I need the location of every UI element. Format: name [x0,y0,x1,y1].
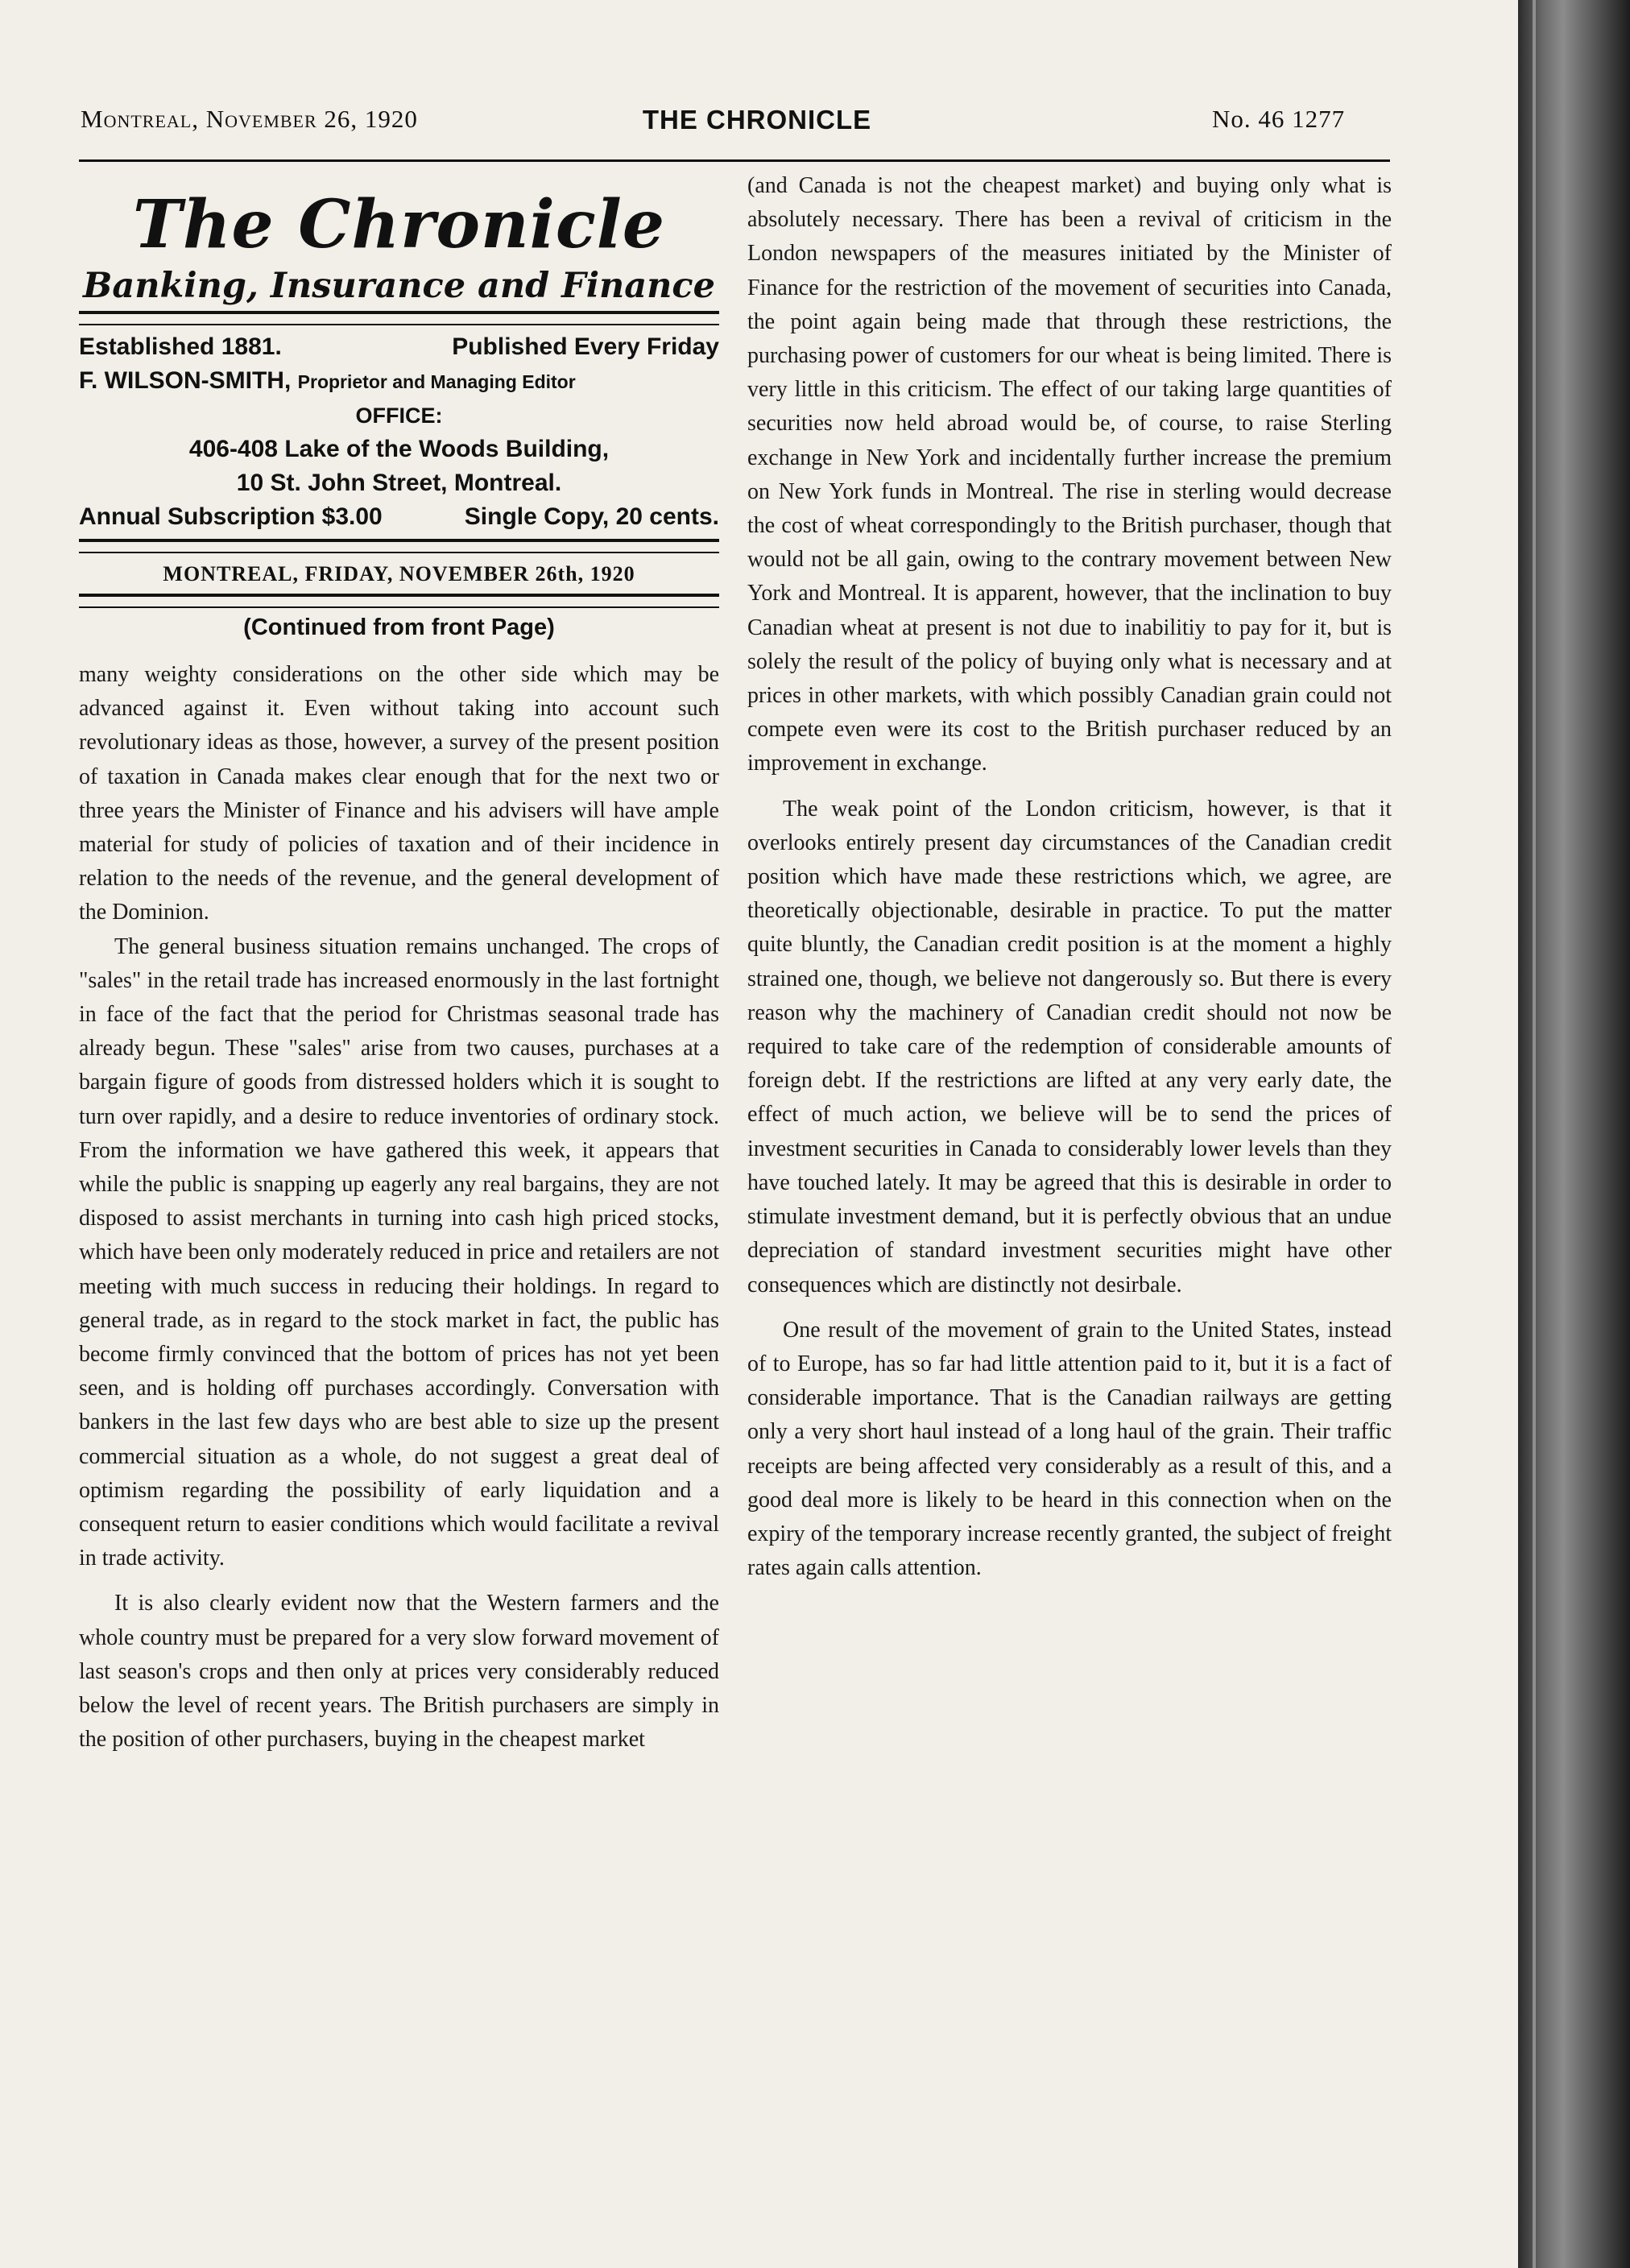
proprietor-role: Proprietor and Managing Editor [297,371,576,392]
single-copy-price: Single Copy, 20 cents. [464,503,719,530]
published-text: Published Every Friday [452,333,719,360]
office-address-line-1: 406-408 Lake of the Woods Building, [188,436,610,462]
masthead-subtitle: Banking, Insurance and Finance [83,266,715,306]
article-paragraph: many weighty considerations on the other side which may be advanced against it. Even without taking into account such revolutionary ideas as those, however, a survey of the present position of taxation in Canada makes clear enough that for the next two or three years the Minister of Finance and his advisers will have ample material for study of policies of taxation and of their incidence in relation to the needs of the revenue, and the general development of the Dominion. [79,662,719,925]
masthead-proprietor-row [79,364,719,399]
article-paragraph: It is also clearly evident now that the Western farmers and the whole country must be prepared for a very slow forward movement of last season's crops and then only at prices very considerably reduced below the level of recent years. The British purchasers are simply in the position of other purchasers, buying in the cheapest market [79,1591,719,1753]
issue-dateline: MONTREAL, FRIDAY, NOVEMBER 26th, 1920 [163,562,635,586]
masthead-title: The Chronicle [132,186,666,263]
masthead [79,185,719,644]
dateline-rule-bottom [79,594,719,608]
proprietor-name: F. WILSON-SMITH, [79,367,292,394]
article-paragraph: The general business situation remains unchanged. The crops of "sales" in the retail trade has increased enormously in the last fortnight in face of the fact that the period for Christmas seasonal trade has already begun. These "sales" arise from two causes, purchases at a bargain figure of goods from distressed holders which it is sought to turn over rapidly, and a desire to reduce inventories of ordinary stock. From the information we have gathered this week, it appears that while the public is snapping up eagerly any real bargains, they are not disposed to assist merchants in turning into cash high priced stocks, which have been only moderately reduced in price and retailers are not meeting with much success in reducing their holdings. In regard to general trade, as in regard to the stock market in fact, the public has become firmly convinced that the bottom of prices has not yet been seen, and is holding off purchases accordingly. Conversation with bankers in the last few days who are best able to size up the present commercial situation as a whole, do not suggest a great deal of optimism regarding the possibility of early liquidation and a consequent return to easier conditions which would facilitate a revival in trade activity. [79,933,719,1571]
masthead-double-rule [79,311,719,325]
article-paragraph: The weak point of the London criticism, however, is that it overlooks entirely present day circumstances of the Canadian credit position which have made these restrictions which, we agree, are theoretically objectionable, desirable in practice. To put the matter quite bluntly, the Canadian credit position is at the moment a highly strained one, though, we believe not dangerously so. But there is every reason why the machinery of Canadian credit should not now be required to take care of the redemption of considerable amounts of foreign debt. If the restrictions are lifted at any very early date, the effect of much action, we believe will be to send the prices of investment securities in Canada to considerably lower levels than they have touched lately. It may be agreed that this is desirable in order to stimulate investment demand, but it is perfectly obvious that an undue depreciation of standard investment securities might have other consequences which are distinctly not desirbale. [747,796,1392,1297]
continued-note: (Continued from front Page) [243,615,555,640]
article-right-column [747,169,1392,1585]
article-left-column [79,658,719,1757]
established-text: Established 1881. [79,333,282,360]
article-paragraph: (and Canada is not the cheapest market) and buying only what is absolutely necessary. There has been a revival of criticism in the London newspapers of the measures initiated by the Minister of Finance for the restriction of the movement of securities into Canada, the point again being made that through these restrictions, the purchasing power of customers for our wheat is being limited. There is very little in this criticism. The effect of our taking large quantities of securities now held abroad would be, of course, to raise Sterling exchange in New York and incidentally further increase the premium on New York funds in Montreal. The rise in sterling would decrease the cost of wheat correspondingly to the British purchaser, though that would not be all gain, owing to the contrary movement between New York and Montreal. It is apparent, however, that the inclination to buy Canadian wheat at present is not due to inabilitiy to pay for it, but is solely the result of the policy of buying only what is necessary and at prices in other markets, with which possibly Canadian grain could not compete even were its cost to the British purchaser reduced by an improvement in exchange. [747,173,1392,776]
book-binding-edge [1518,0,1630,2268]
header-dateline: Montreal, November 26, 1920 [81,105,418,133]
header-issue-page-number: No. 46 1277 [1212,105,1346,133]
header-rule [79,159,1390,162]
masthead-subscription-row [79,500,719,534]
annual-subscription: Annual Subscription $3.00 [79,503,383,530]
article-paragraph: One result of the movement of grain to the United States, instead of to Europe, has so far had little attention paid to it, but it is a fact of considerable importance. That is the Canadian railways are getting only a very short haul instead of a long haul of the grain. Their traffic receipts are being affected very considerably as a result of this, and a good deal more is likely to be heard in this connection when on the expiry of the temporary increase recently granted, the subject of freight rates again calls attention. [747,1317,1392,1581]
office-label: OFFICE: [355,404,443,428]
office-address-line-2: 10 St. John Street, Montreal. [236,470,562,496]
header-publication-title: THE CHRONICLE [642,105,872,135]
masthead-established-row [79,330,719,364]
dateline-rule-top [79,539,719,553]
